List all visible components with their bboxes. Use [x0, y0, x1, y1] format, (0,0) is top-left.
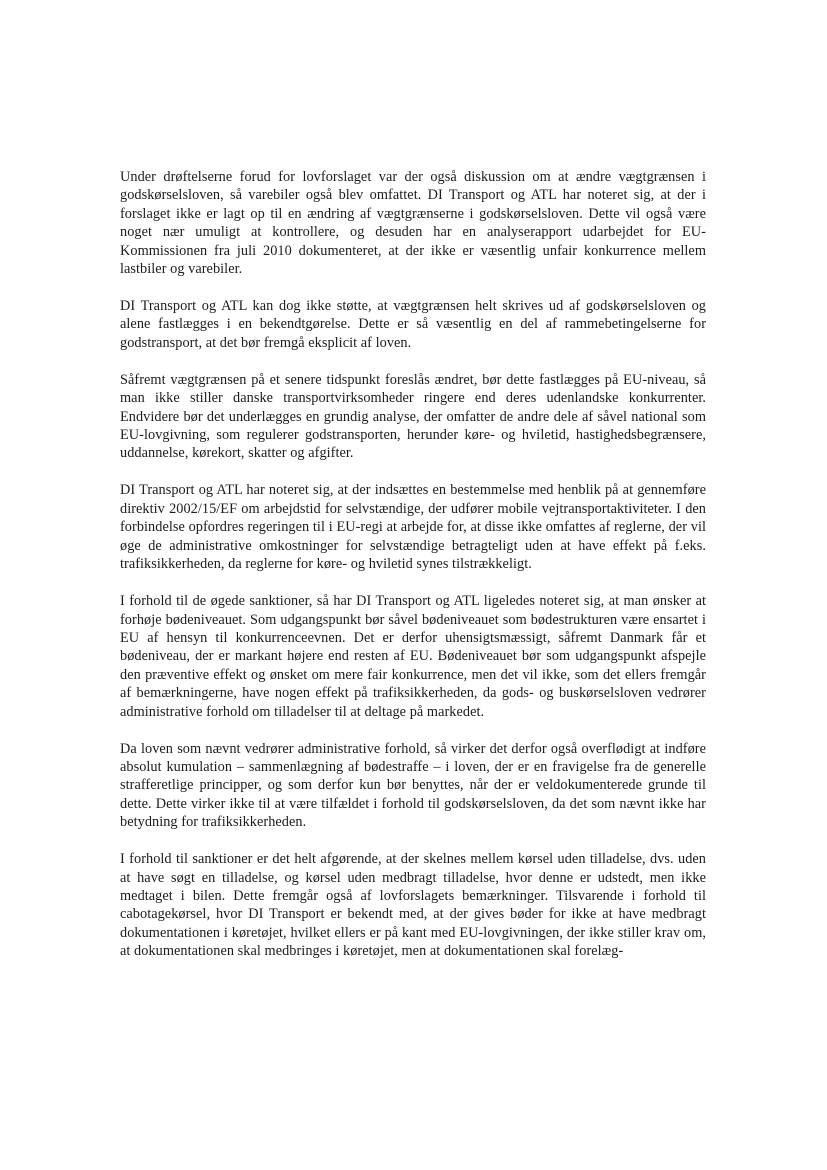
document-body: [120, 168, 706, 961]
paragraph-eu-level: Såfremt vægtgrænsen på et senere tidspunkt foreslås ændret, bør dette fastlægges på EU-niveau, så man ikke stiller danske transportvirksomheder ringere end deres udenlandske konkurrenter. Endvidere bør det underlægges en grundig analyse, der omfatter de andre dele af såvel national som EU-lovgivning, som regulerer godstransporten, herunder køre- og hviletid, hastighedsbegrænsere, uddannelse, kørekort, skatter og afgifter.: [120, 371, 706, 462]
paragraph-working-time-directive: DI Transport og ATL har noteret sig, at der indsættes en bestemmelse med henblik på at gennemføre direktiv 2002/15/EF om arbejdstid for selvstændige, der udfører mobile vejtransportaktiviteter. I den forbindelse opfordres regeringen til i EU-regi at arbejde for, at disse ikke omfattes af reglerne, der vil øge de administrative omkostninger for selvstændige betragteligt uden at have effekt på f.eks. trafiksikkerheden, da reglerne for køre- og hviletid synes tilstrækkeligt.: [120, 482, 706, 573]
paragraph-cumulation: Da loven som nævnt vedrører administrative forhold, så virker det derfor også overflødigt at indføre absolut kumulation – sammenlægning af bødestraffe – i loven, der er en fravigelse fra de generelle strafferetlige principper, og som derfor kun bør benyttes, når der er veldokumenterede grunde til dette. Dette virker ikke til at være tilfældet i forhold til godskørselsloven, da det som nævnt ikke har betydning for trafiksikkerheden.: [120, 740, 706, 831]
paragraph-weight-limit-discussion: Under drøftelserne forud for lovforslaget var der også diskussion om at ændre vægtgrænsen i godskørselsloven, så varebiler også blev omfattet. DI Transport og ATL har noteret sig, at der i forslaget ikke er lagt op til en ændring af vægtgrænserne i godskørselsloven. Dette vil også være noget nær umuligt at kontrollere, og desuden har en analyserapport udarbejdet for EU-Kommissionen fra juli 2010 dokumenteret, at der ikke er væsentlig unfair konkurrence mellem lastbiler og varebiler.: [120, 169, 706, 278]
paragraph-weight-limit-support: DI Transport og ATL kan dog ikke støtte, at vægtgrænsen helt skrives ud af godskørselsloven og alene fastlægges i en bekendtgørelse. Dette er så væsentlig en del af rammebetingelserne for godstransport, at det bør fremgå eksplicit af loven.: [120, 298, 706, 351]
paragraph-licence-sanctions: I forhold til sanktioner er det helt afgørende, at der skelnes mellem kørsel uden tilladelse, dvs. uden at have søgt en tilladelse, og kørsel uden medbragt tilladelse, hvor denne er udstedt, men ikke medtaget i bilen. Dette fremgår også af lovforslagets bemærkninger. Tilsvarende i forhold til cabotagekørsel, hvor DI Transport er bekendt med, at der gives bøder for ikke at have medbragt dokumentationen i køretøjet, hvilket ellers er på kant med EU-lovgivningen, der ikke stiller krav om, at dokumentationen skal medbringes i køretøjet, men at dokumentationen skal forelæg-: [120, 851, 706, 960]
paragraph-sanctions: I forhold til de øgede sanktioner, så har DI Transport og ATL ligeledes noteret sig, at man ønsker at forhøje bødeniveauet. Som udgangspunkt bør såvel bødeniveauet som bødestrukturen være ensartet i EU af hensyn til konkurrenceevnen. Det er derfor uhensigtsmæssigt, såfremt Danmark får et bødeniveau, der er markant højere end resten af EU. Bødeniveauet bør som udgangspunkt afspejle den præventive effekt og ønsket om mere fair konkurrence, men det vil ikke, som det ellers fremgår af bemærkningerne, have nogen effekt på trafiksikkerheden, da gods- og buskørselsloven vedrører administrative forhold om tilladelser til at deltage på markedet.: [120, 593, 706, 720]
